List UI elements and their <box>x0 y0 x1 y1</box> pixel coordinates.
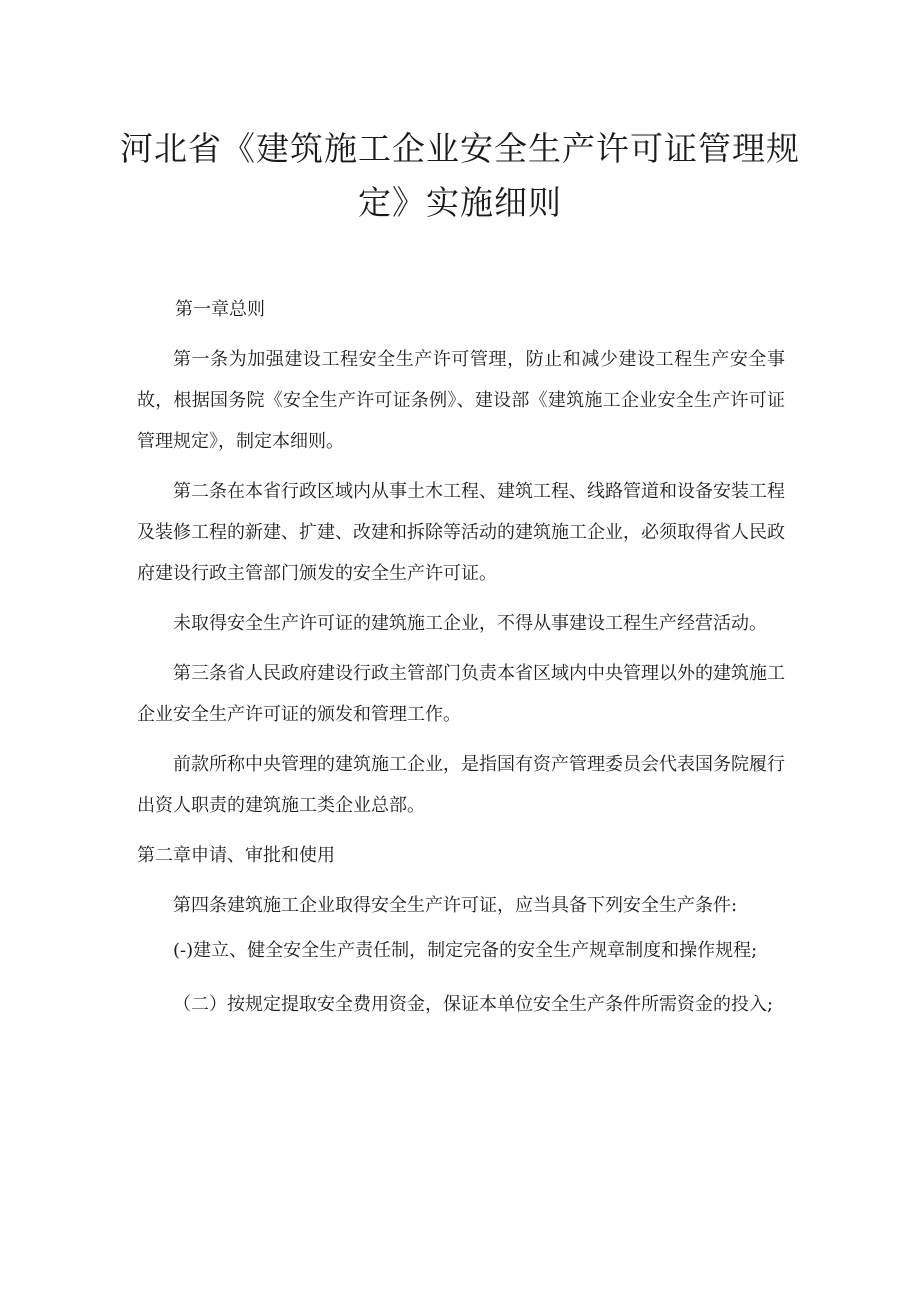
chapter-heading-1: 第一章总则 <box>175 299 265 320</box>
article-4-item-1: (-)建立、健全安全生产责任制，制定完备的安全生产规章制度和操作规程; <box>173 940 758 961</box>
article-3-paragraph-2: 前款所称中央管理的建筑施工企业，是指国有资产管理委员会代表国务院履行出资人职责的建筑施工类企业总部。 <box>137 754 785 816</box>
chapter-heading-2: 第二章申请、审批和使用 <box>137 845 335 866</box>
article-2: 第二条在本省行政区域内从事土木工程、建筑工程、线路管道和设备安装工程及装修工程的新建、扩建、改建和拆除等活动的建筑施工企业，必须取得省人民政府建设行政主管部门颁发的安全生产许可证。 <box>137 481 785 584</box>
document-body <box>137 289 785 1034</box>
article-3: 第三条省人民政府建设行政主管部门负责本省区域内中央管理以外的建筑施工企业安全生产许可证的颁发和管理工作。 <box>137 663 785 725</box>
article-4: 第四条建筑施工企业取得安全生产许可证，应当具备下列安全生产条件: <box>173 895 738 916</box>
document-title: 河北省《建筑施工企业安全生产许可证管理规定》实施细则 <box>120 129 800 222</box>
article-4-item-2: （二）按规定提取安全费用资金，保证本单位安全生产条件所需资金的投入; <box>173 994 774 1015</box>
article-1: 第一条为加强建设工程安全生产许可管理，防止和减少建设工程生产安全事故，根据国务院《安全生产许可证条例》、建设部《建筑施工企业安全生产许可证管理规定》，制定本细则。 <box>137 349 785 452</box>
article-2-paragraph-2: 未取得安全生产许可证的建筑施工企业，不得从事建设工程生产经营活动。 <box>173 613 767 634</box>
